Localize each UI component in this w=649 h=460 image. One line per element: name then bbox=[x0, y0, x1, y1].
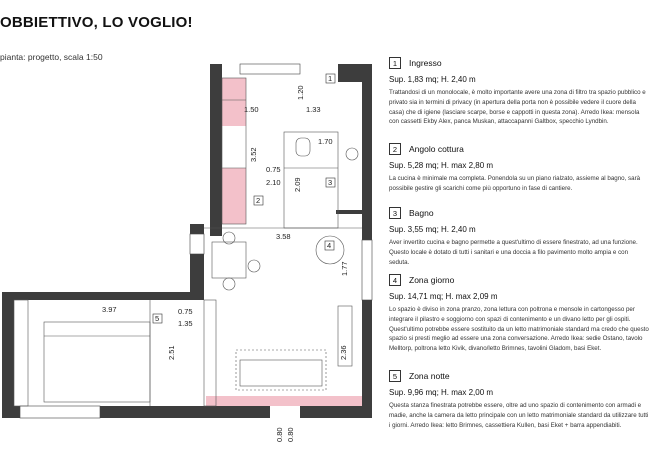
dim-label: 2.51 bbox=[167, 345, 176, 360]
room-descriptions bbox=[389, 56, 649, 460]
room-surface: Sup. 9,96 mq; H. max 2,00 m bbox=[389, 388, 494, 397]
room-angolo-cottura bbox=[389, 142, 649, 194]
room-surface: Sup. 14,71 mq; H. max 2,09 m bbox=[389, 292, 498, 301]
room-name: Zona giorno bbox=[409, 275, 455, 285]
dim-label: 3.52 bbox=[249, 147, 258, 162]
room-description: Lo spazio è diviso in zona pranzo, zona lettura con poltrona e mensole in cartongesso per integrare il pilastro e soggiorno con spazi di contenimento e un divano letto per gli ospiti. Quest'ultimo potrebbe essere sostituito da un letto matrimoniale standard ma credo che questo spazio si presti meglio ad essere una zona conversazione. Arredo Ikea: sedie Ostano, tavolo Melltorp, poltrona letto Kivik, divano/letto Brimnes, tavolini Gladom, basi Eket. bbox=[389, 306, 649, 353]
floor-plan bbox=[0, 60, 380, 460]
room-ingresso bbox=[389, 56, 649, 127]
room-description: Aver invertito cucina e bagno permette a quest'ultimo di essere finestrato, ad una funzione. Questo locale è dotato di tutti i sanitari e una doccia a filo pavimento molto ampia e con seduta. bbox=[389, 239, 638, 266]
room-name: Ingresso bbox=[409, 58, 442, 68]
dim-label: 1.70 bbox=[318, 137, 333, 146]
dim-label: 3.97 bbox=[102, 305, 117, 314]
room-marker: 2 bbox=[256, 196, 261, 205]
room-number-badge: 2 bbox=[389, 143, 401, 155]
dim-label: 0.80 bbox=[275, 427, 284, 442]
dim-label: 1.77 bbox=[340, 261, 349, 276]
room-marker: 1 bbox=[328, 74, 333, 83]
dim-label: 0.80 bbox=[286, 427, 295, 442]
room-marker: 3 bbox=[328, 178, 333, 187]
dim-label: 3.58 bbox=[276, 232, 291, 241]
room-description: Trattandosi di un monolocale, è molto importante avere una zona di filtro tra spazio pubblico e privato sia in termini di privacy (in apertura della porta non è possibile vedere il cuore della casa) che di igiene (lasciare scarpe, borse e cappotti in questa zona). Arredo Ikea: mensola con cassetti Ekby Alex, panca Muskan, attaccapanni Galtbox, specchio Lyndbin. bbox=[389, 89, 646, 126]
dim-label: 1.33 bbox=[306, 105, 321, 114]
dim-label: 1.35 bbox=[178, 319, 193, 328]
room-name: Bagno bbox=[409, 208, 434, 218]
plan-interior bbox=[14, 78, 362, 406]
room-number-badge: 4 bbox=[389, 274, 401, 286]
room-surface: Sup. 1,83 mq; H. 2,40 m bbox=[389, 75, 476, 84]
room-description: La cucina è minimale ma completa. Ponendola su un piano rialzato, assieme al bagno, sarà possibile gestire gli scarichi come più opportuno in fase di cantiere. bbox=[389, 175, 641, 192]
room-zona-notte bbox=[389, 369, 649, 430]
room-name: Angolo cottura bbox=[409, 144, 464, 154]
room-bagno bbox=[389, 206, 649, 267]
dim-label: 2.09 bbox=[293, 177, 302, 192]
page-title: OBBIETTIVO, LO VOGLIO! bbox=[0, 14, 193, 31]
room-zona-giorno bbox=[389, 273, 649, 354]
plan-subtitle: pianta: progetto, scala 1:50 bbox=[0, 52, 103, 62]
room-marker: 5 bbox=[155, 314, 160, 323]
dim-label: 0.75 bbox=[266, 165, 281, 174]
plan-walls bbox=[2, 64, 372, 418]
room-description: Questa stanza finestrata potrebbe essere, oltre ad uno spazio di contenimento con armadi e madie, anche la camera da letto principale con un letto matrimoniale standard da utilizzare tutti i giorni. Arredo Ikea: letto Brimnes, cassettiera Kullen, basi Eket + barra appendiabiti. bbox=[389, 402, 649, 429]
room-marker: 4 bbox=[327, 241, 332, 250]
room-number-badge: 1 bbox=[389, 57, 401, 69]
room-surface: Sup. 5,28 mq; H. max 2,80 m bbox=[389, 161, 494, 170]
room-number-badge: 3 bbox=[389, 207, 401, 219]
dim-label: 2.10 bbox=[266, 178, 281, 187]
room-name: Zona notte bbox=[409, 371, 450, 381]
room-number-badge: 5 bbox=[389, 370, 401, 382]
dim-label: 0.75 bbox=[178, 307, 193, 316]
dim-label: 1.20 bbox=[296, 85, 305, 100]
room-surface: Sup. 3,55 mq; H. 2,40 m bbox=[389, 225, 476, 234]
dim-label: 1.50 bbox=[244, 105, 259, 114]
dim-label: 2.36 bbox=[339, 345, 348, 360]
